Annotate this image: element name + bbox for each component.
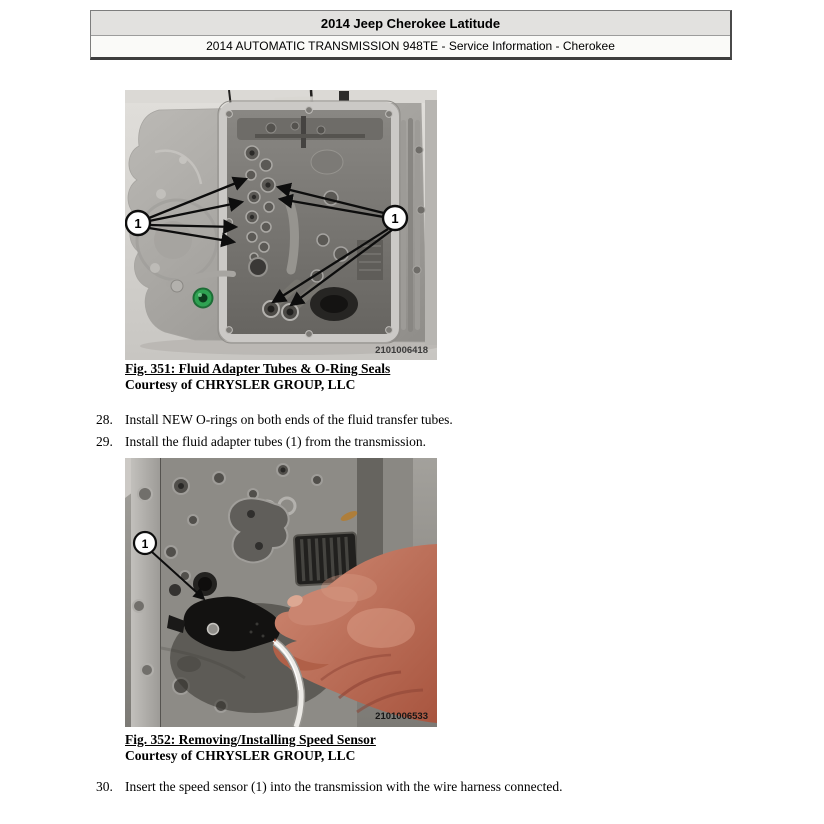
figure-352 <box>125 458 437 727</box>
callout-1-left <box>126 211 150 235</box>
procedure-steps <box>96 409 736 452</box>
step-number: 28. <box>96 412 113 427</box>
caption-title: Fig. 351: Fluid Adapter Tubes & O-Ring Seals <box>125 361 391 376</box>
valve-body-cavity <box>218 101 400 343</box>
step-30 <box>96 776 736 798</box>
callout-1-right <box>383 206 407 230</box>
svg-text:1: 1 <box>134 216 142 231</box>
caption-credit: Courtesy of CHRYSLER GROUP, LLC <box>125 747 356 763</box>
step-number: 30. <box>96 779 113 794</box>
step-text: Install the fluid adapter tubes (1) from the transmission. <box>125 433 427 449</box>
image-id-label: 2101006418 <box>375 345 428 356</box>
figure-351 <box>125 90 437 360</box>
speed-sensor-photo <box>125 458 437 727</box>
step-text: Install NEW O-rings on both ends of the fluid transfer tubes. <box>125 412 453 427</box>
callout-1 <box>134 532 156 554</box>
green-plug <box>194 289 213 308</box>
step-29 <box>96 431 736 453</box>
procedure-steps-continued <box>96 776 736 798</box>
step-number: 29. <box>96 433 113 449</box>
vehicle-header <box>90 10 732 60</box>
step-28 <box>96 409 736 431</box>
caption-title: Fig. 352: Removing/Installing Speed Sensor <box>125 732 376 747</box>
svg-text:1: 1 <box>141 537 149 551</box>
svg-text:1: 1 <box>391 211 399 226</box>
step-text: Insert the speed sensor (1) into the transmission with the wire harness connected. <box>125 779 563 794</box>
image-id-label: 2101006533 <box>375 711 428 722</box>
page-subtitle: 2014 AUTOMATIC TRANSMISSION 948TE - Service Information - Cherokee <box>91 36 730 57</box>
caption-credit: Courtesy of CHRYSLER GROUP, LLC <box>125 376 356 392</box>
figure-351-caption <box>125 361 545 392</box>
page-title: 2014 Jeep Cherokee Latitude <box>91 11 730 36</box>
figure-352-caption <box>125 732 545 763</box>
transmission-valve-body-photo <box>125 90 437 360</box>
case-flange <box>131 458 161 727</box>
